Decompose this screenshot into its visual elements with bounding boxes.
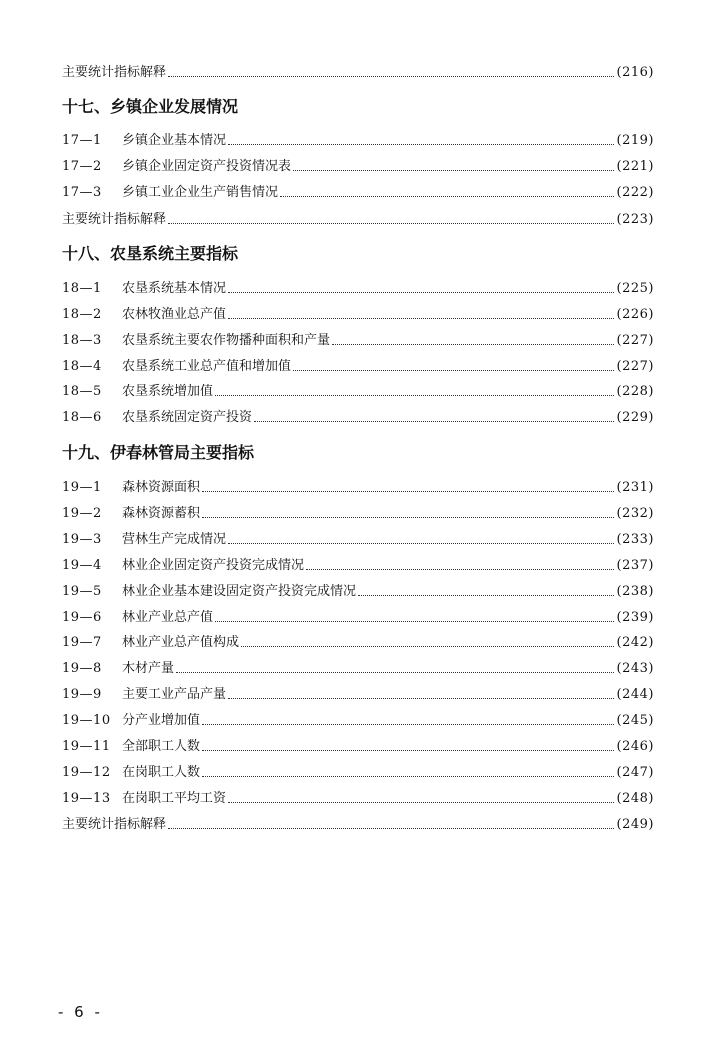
entry-page-number: (238) bbox=[616, 584, 654, 599]
entry-title: 林业产业总产值构成 bbox=[122, 635, 240, 650]
entry-code: 19—8 bbox=[62, 661, 102, 676]
dot-leader bbox=[228, 292, 614, 293]
toc-entry bbox=[62, 711, 654, 729]
entry-code: 19—6 bbox=[62, 610, 102, 625]
entry-title: 主要统计指标解释 bbox=[62, 817, 167, 832]
dot-leader bbox=[168, 828, 614, 829]
entry-code: 19—3 bbox=[62, 532, 102, 547]
entry-page-number: (243) bbox=[616, 661, 654, 676]
toc-entry bbox=[62, 63, 654, 81]
entry-page-number: (232) bbox=[616, 506, 654, 521]
entry-title: 农垦系统基本情况 bbox=[122, 281, 227, 296]
entry-code: 19—12 bbox=[62, 765, 111, 780]
entry-title: 森林资源蓄积 bbox=[122, 506, 201, 521]
dot-leader bbox=[176, 672, 614, 673]
entry-page-number: (225) bbox=[616, 281, 654, 296]
toc-entry bbox=[62, 183, 654, 201]
entry-code: 18—3 bbox=[62, 333, 102, 348]
entry-title: 林业企业基本建设固定资产投资完成情况 bbox=[122, 584, 357, 599]
entry-code: 17—2 bbox=[62, 159, 102, 174]
entry-code: 19—4 bbox=[62, 558, 102, 573]
toc-entry bbox=[62, 659, 654, 677]
entry-page-number: (226) bbox=[616, 307, 654, 322]
entry-page-number: (216) bbox=[616, 65, 654, 80]
dot-leader bbox=[306, 569, 614, 570]
entry-code: 19—1 bbox=[62, 480, 102, 495]
entry-title: 乡镇企业基本情况 bbox=[122, 133, 227, 148]
entry-code: 18—5 bbox=[62, 384, 102, 399]
dot-leader bbox=[202, 491, 614, 492]
entry-title: 乡镇企业固定资产投资情况表 bbox=[122, 159, 292, 174]
dot-leader bbox=[215, 621, 614, 622]
entry-title: 主要统计指标解释 bbox=[62, 212, 167, 227]
toc-entry bbox=[62, 357, 654, 375]
toc-entry bbox=[62, 789, 654, 807]
dot-leader bbox=[202, 750, 614, 751]
dot-leader bbox=[228, 802, 614, 803]
entry-title: 营林生产完成情况 bbox=[122, 532, 227, 547]
dot-leader bbox=[202, 776, 614, 777]
entry-code: 19—5 bbox=[62, 584, 102, 599]
toc-entry bbox=[62, 633, 654, 651]
dot-leader bbox=[332, 344, 614, 345]
entry-page-number: (223) bbox=[616, 212, 654, 227]
entry-code: 17—1 bbox=[62, 133, 102, 148]
page-number: - 6 - bbox=[58, 1003, 103, 1021]
entry-title: 农垦系统固定资产投资 bbox=[122, 410, 253, 425]
entry-code: 19—13 bbox=[62, 791, 111, 806]
entry-code: 18—4 bbox=[62, 359, 102, 374]
entry-title: 在岗职工人数 bbox=[122, 765, 201, 780]
entry-page-number: (233) bbox=[616, 532, 654, 547]
toc-entry bbox=[62, 530, 654, 548]
toc-entry bbox=[62, 279, 654, 297]
entry-title: 乡镇工业企业生产销售情况 bbox=[122, 185, 279, 200]
entry-page-number: (237) bbox=[616, 558, 654, 573]
entry-code: 19—2 bbox=[62, 506, 102, 521]
entry-page-number: (221) bbox=[616, 159, 654, 174]
toc-entry bbox=[62, 382, 654, 400]
entry-page-number: (249) bbox=[616, 817, 654, 832]
toc-entry bbox=[62, 556, 654, 574]
dot-leader bbox=[168, 76, 614, 77]
entry-title: 林业企业固定资产投资完成情况 bbox=[122, 558, 305, 573]
entry-page-number: (229) bbox=[616, 410, 654, 425]
toc-entry bbox=[62, 763, 654, 781]
entry-code: 19—9 bbox=[62, 687, 102, 702]
entry-title: 农垦系统增加值 bbox=[122, 384, 214, 399]
entry-page-number: (231) bbox=[616, 480, 654, 495]
dot-leader bbox=[293, 370, 614, 371]
toc-entry bbox=[62, 737, 654, 755]
entry-page-number: (245) bbox=[616, 713, 654, 728]
entry-page-number: (239) bbox=[616, 610, 654, 625]
entry-title: 林业产业总产值 bbox=[122, 610, 214, 625]
toc-entry bbox=[62, 210, 654, 228]
entry-code: 18—2 bbox=[62, 307, 102, 322]
entry-title: 森林资源面积 bbox=[122, 480, 201, 495]
toc-entry bbox=[62, 305, 654, 323]
entry-title: 木材产量 bbox=[122, 661, 175, 676]
dot-leader bbox=[228, 698, 614, 699]
dot-leader bbox=[293, 170, 614, 171]
entry-title: 全部职工人数 bbox=[122, 739, 201, 754]
dot-leader bbox=[254, 421, 614, 422]
entry-page-number: (247) bbox=[616, 765, 654, 780]
entry-page-number: (227) bbox=[616, 359, 654, 374]
section-heading: 十七、乡镇企业发展情况 bbox=[62, 97, 239, 116]
entry-title: 主要工业产品产量 bbox=[122, 687, 227, 702]
dot-leader bbox=[358, 595, 614, 596]
entry-code: 19—11 bbox=[62, 739, 111, 754]
entry-page-number: (248) bbox=[616, 791, 654, 806]
entry-page-number: (244) bbox=[616, 687, 654, 702]
toc-entry bbox=[62, 504, 654, 522]
entry-title: 主要统计指标解释 bbox=[62, 65, 167, 80]
dot-leader bbox=[168, 223, 614, 224]
entry-page-number: (219) bbox=[616, 133, 654, 148]
entry-code: 19—7 bbox=[62, 635, 102, 650]
dot-leader bbox=[280, 196, 614, 197]
toc-entry bbox=[62, 478, 654, 496]
entry-page-number: (228) bbox=[616, 384, 654, 399]
entry-title: 农垦系统工业总产值和增加值 bbox=[122, 359, 292, 374]
entry-page-number: (246) bbox=[616, 739, 654, 754]
entry-page-number: (222) bbox=[616, 185, 654, 200]
entry-title: 农垦系统主要农作物播种面积和产量 bbox=[122, 333, 331, 348]
entry-code: 17—3 bbox=[62, 185, 102, 200]
entry-page-number: (242) bbox=[616, 635, 654, 650]
entry-code: 18—6 bbox=[62, 410, 102, 425]
toc-entry bbox=[62, 408, 654, 426]
dot-leader bbox=[228, 144, 614, 145]
dot-leader bbox=[215, 395, 614, 396]
toc-entry bbox=[62, 331, 654, 349]
toc-entry bbox=[62, 131, 654, 149]
toc-entry bbox=[62, 582, 654, 600]
entry-title: 农林牧渔业总产值 bbox=[122, 307, 227, 322]
dot-leader bbox=[228, 543, 614, 544]
toc-entry bbox=[62, 815, 654, 833]
section-heading: 十八、农垦系统主要指标 bbox=[62, 244, 239, 263]
toc-entry bbox=[62, 685, 654, 703]
dot-leader bbox=[228, 318, 614, 319]
toc-entry bbox=[62, 608, 654, 626]
section-heading: 十九、伊春林管局主要指标 bbox=[62, 443, 255, 462]
entry-title: 分产业增加值 bbox=[122, 713, 201, 728]
entry-title: 在岗职工平均工资 bbox=[122, 791, 227, 806]
dot-leader bbox=[202, 517, 614, 518]
dot-leader bbox=[241, 646, 614, 647]
entry-page-number: (227) bbox=[616, 333, 654, 348]
dot-leader bbox=[202, 724, 614, 725]
entry-code: 18—1 bbox=[62, 281, 102, 296]
toc-entry bbox=[62, 157, 654, 175]
entry-code: 19—10 bbox=[62, 713, 111, 728]
